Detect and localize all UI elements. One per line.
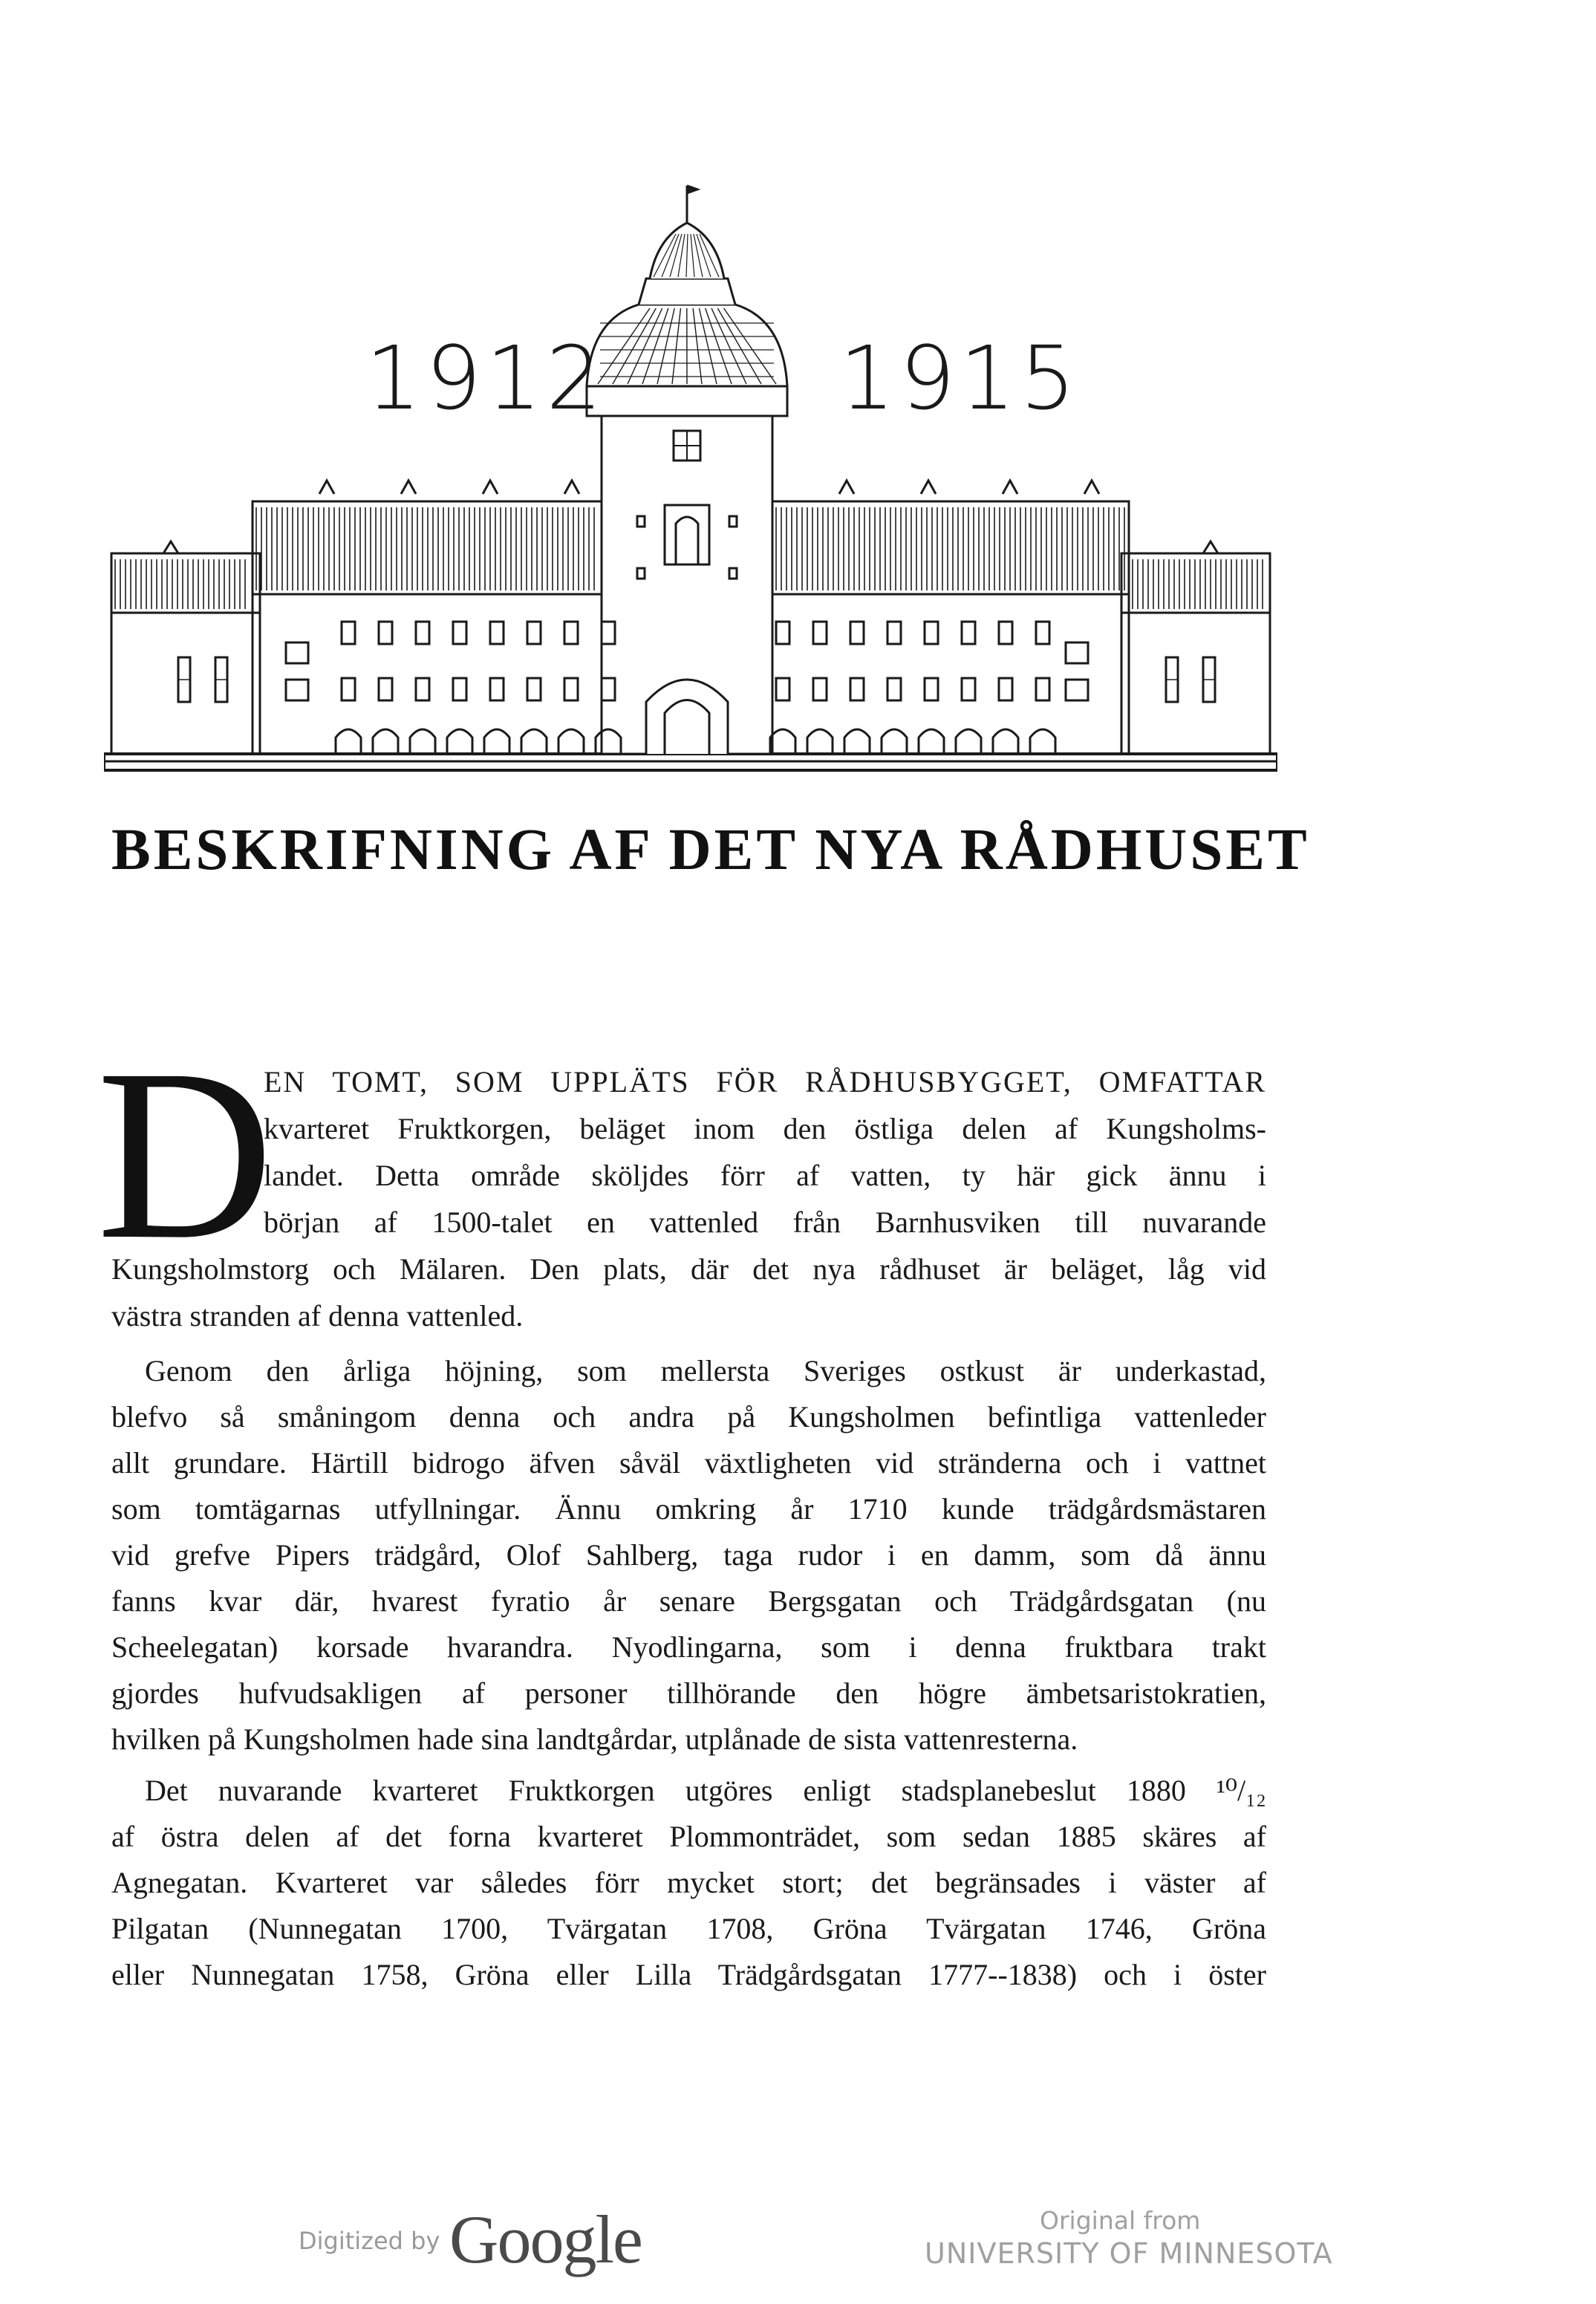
text-line: Scheelegatan) korsade hvarandra. Nyodlingarna, som i denna fruktbara trakt [111, 1630, 1266, 1664]
paragraph-3 [111, 1768, 1266, 1998]
text-line: allt grundare. Härtill bidrogo äfven såväl växtligheten vid stränderna och i vattnet [111, 1446, 1266, 1480]
text-line: kvarteret Fruktkorgen, beläget inom den östliga delen af Kungsholms- [264, 1112, 1266, 1145]
digitized-by-label: Digitized by [299, 2227, 440, 2255]
year-left: 1912 [365, 327, 607, 429]
text-line: Kungsholmstorg och Mälaren. Den plats, där det nya rådhuset är beläget, låg vid [111, 1252, 1266, 1286]
text-line: som tomtägarnas utfyllningar. Ännu omkring år 1710 kunde trädgårdsmästaren [111, 1492, 1266, 1526]
text-line: västra stranden af denna vattenled. [111, 1299, 524, 1332]
text-line: Det nuvarande kvarteret Fruktkorgen utgöres enligt stadsplanebeslut 1880 ¹⁰/₁₂ [145, 1774, 1266, 1807]
text-line: början af 1500-talet en vattenled från Barnhusviken till nuvarande [264, 1205, 1266, 1239]
text-line: vid grefve Pipers trädgård, Olof Sahlberg, taga rudor i en damm, som då ännu [111, 1538, 1266, 1572]
text-line: Agnegatan. Kvarteret var således förr mycket stort; det begränsades i väster af [111, 1866, 1266, 1899]
page-title: BESKRIFNING AF DET NYA RÅDHUSET [111, 818, 1310, 882]
google-logo: Google [449, 2202, 642, 2277]
text-line: hvilken på Kungsholmen hade sina landtgårdar, utplånade de sista vattenresterna. [111, 1722, 1078, 1756]
institution-label: UNIVERSITY OF MINNESOTA [925, 2237, 1333, 2270]
city-hall-illustration [104, 167, 1277, 795]
text-line: EN TOMT, SOM UPPLÄTS FÖR RÅDHUSBYGGET, OMFATTAR [264, 1065, 1266, 1099]
text-line: Genom den årliga höjning, som mellersta Sveriges ostkust är underkastad, [145, 1354, 1266, 1387]
text-line: Pilgatan (Nunnegatan 1700, Tvärgatan 1708, Gröna Tvärgatan 1746, Gröna [111, 1912, 1266, 1945]
text-line: af östra delen af det forna kvarteret Plommonträdet, som sedan 1885 skäres af [111, 1820, 1266, 1853]
paragraph-2 [111, 1348, 1266, 1763]
paragraph-1 [111, 1058, 1266, 1339]
text-line: eller Nunnegatan 1758, Gröna eller Lilla Trädgårdsgatan 1777--1838) och i öster [111, 1958, 1266, 1991]
drop-cap: D [97, 1019, 274, 1290]
text-line: gjordes hufvudsakligen af personer tillhörande den högre ämbetsaristokratien, [111, 1676, 1266, 1710]
original-from-label: Original from [1040, 2206, 1201, 2235]
text-line: fanns kvar där, hvarest fyratio år senare Bergsgatan och Trädgårdsgatan (nu [111, 1584, 1266, 1618]
text-line: blefvo så småningom denna och andra på Kungsholmen befintliga vattenleder [111, 1400, 1266, 1434]
text-line: landet. Detta område sköljdes förr af vatten, ty här gick ännu i [264, 1159, 1266, 1192]
year-right: 1915 [839, 327, 1081, 429]
